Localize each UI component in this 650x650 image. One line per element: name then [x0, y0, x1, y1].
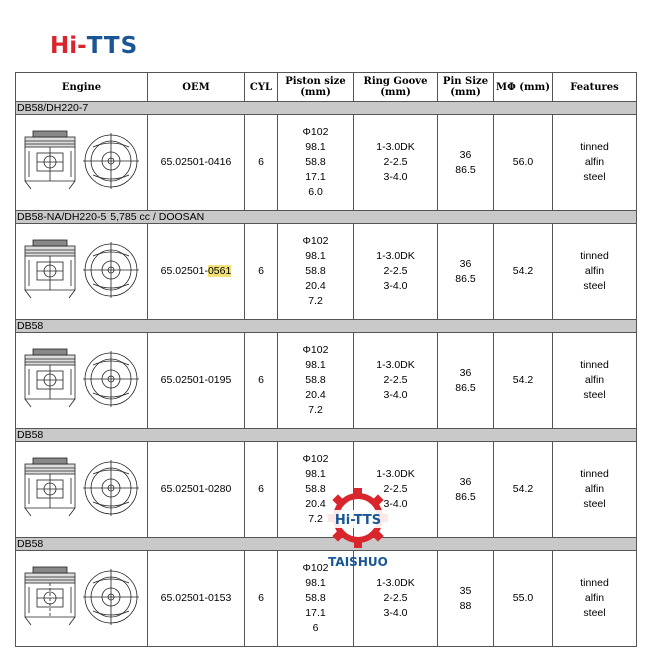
ring-value: 2-2.5: [383, 592, 408, 604]
features-value: steel: [583, 607, 606, 619]
piston-value: 20.4: [305, 280, 326, 292]
piston-value: 58.8: [305, 592, 326, 604]
taishuo-watermark: [318, 484, 398, 574]
oem-suffix: 0153: [207, 592, 232, 604]
ring-value: 3-4.0: [383, 280, 408, 292]
piston-drawing-icon: [19, 553, 145, 639]
engine-group-label: [16, 211, 637, 224]
col-piston-size: Piston size (mm): [278, 73, 354, 102]
piston-value: 7.2: [308, 404, 323, 416]
engine-image-cell: [16, 224, 148, 320]
features-value: tinned: [580, 577, 609, 589]
ring-value: 3-4.0: [383, 498, 408, 510]
engine-group-label: [16, 102, 637, 115]
ring-value: 2-2.5: [383, 483, 408, 495]
table-row: [16, 224, 637, 320]
pin-value: 36: [459, 475, 472, 488]
piston-drawing-icon: [19, 226, 145, 312]
table-row: [16, 115, 637, 211]
oem-suffix: 0280: [207, 483, 232, 495]
oem-prefix: 65.02501-: [160, 374, 208, 386]
piston-value: 98.1: [305, 468, 326, 480]
engine-image-cell: [16, 442, 148, 538]
oem-prefix: 65.02501-: [160, 483, 208, 495]
ring-value: 1-3.0DK: [376, 359, 415, 371]
col-oem: OEM: [148, 73, 245, 102]
ring-groove-cell: [354, 115, 438, 211]
piston-size-cell: [278, 333, 354, 429]
table-row: [16, 333, 637, 429]
watermark-logo-text: Hi-TTS: [334, 513, 382, 528]
pin-size-cell: [438, 115, 494, 211]
piston-value: 58.8: [305, 483, 326, 495]
engine-extra-info: [43, 429, 47, 441]
features-value: alfin: [584, 483, 605, 495]
m-cell: 56.0: [494, 115, 553, 211]
oem-suffix: 0416: [207, 156, 232, 168]
engine-group-label: [16, 429, 637, 442]
watermark-name: TAISHUO: [328, 555, 388, 569]
pin-value: 36: [459, 366, 472, 379]
piston-value: 17.1: [305, 607, 326, 619]
col-m: MΦ (mm): [494, 73, 553, 102]
ring-value: 1-3.0DK: [376, 468, 415, 480]
ring-groove-cell: [354, 224, 438, 320]
piston-drawing-icon: [19, 117, 145, 203]
engine-group-header: [16, 320, 637, 333]
pin-value: 36: [459, 257, 472, 270]
piston-value: 7.2: [308, 513, 323, 525]
piston-drawing-icon: [19, 335, 145, 421]
pin-value: 35: [459, 584, 472, 597]
oem-cell: [148, 224, 245, 320]
engine-model: DB58-NA/DH220-5: [17, 211, 107, 223]
col-ring-groove: Ring Goove (mm): [354, 73, 438, 102]
pin-size-cell: [438, 333, 494, 429]
engine-image-cell: [16, 551, 148, 647]
oem-suffix: 0195: [207, 374, 232, 386]
cyl-cell: 6: [245, 115, 278, 211]
features-value: alfin: [584, 265, 605, 277]
m-cell: 54.2: [494, 442, 553, 538]
engine-extra-info: [88, 102, 92, 114]
col-cyl: CYL: [245, 73, 278, 102]
col-pin-size: Pin Size (mm): [438, 73, 494, 102]
features-cell: [553, 115, 637, 211]
cyl-cell: 6: [245, 551, 278, 647]
features-value: tinned: [580, 359, 609, 371]
engine-image-cell: [16, 115, 148, 211]
ring-value: 2-2.5: [383, 265, 408, 277]
piston-value: 17.1: [305, 171, 326, 183]
ring-groove-cell: [354, 333, 438, 429]
ring-value: 2-2.5: [383, 156, 408, 168]
piston-size-cell: [278, 224, 354, 320]
piston-value: Φ102: [302, 126, 329, 138]
features-value: tinned: [580, 141, 609, 153]
piston-value: Φ102: [302, 235, 329, 247]
piston-value: 98.1: [305, 250, 326, 262]
features-value: alfin: [584, 592, 605, 604]
features-value: alfin: [584, 374, 605, 386]
oem-cell: [148, 551, 245, 647]
features-cell: [553, 224, 637, 320]
pin-size-cell: [438, 224, 494, 320]
piston-drawing-icon: [19, 444, 145, 530]
cyl-cell: 6: [245, 442, 278, 538]
piston-value: 98.1: [305, 577, 326, 589]
piston-value: Φ102: [302, 453, 329, 465]
piston-size-cell: [278, 115, 354, 211]
piston-value: 6: [312, 622, 319, 634]
engine-model: DB58: [17, 320, 44, 332]
features-value: steel: [583, 280, 606, 292]
piston-value: 20.4: [305, 389, 326, 401]
oem-prefix: 65.02501-: [160, 156, 208, 168]
oem-cell: [148, 442, 245, 538]
brand-logo: [50, 33, 138, 61]
engine-group-header: [16, 211, 637, 224]
table-header-row: [16, 73, 637, 102]
engine-group-label: [16, 320, 637, 333]
ring-value: 1-3.0DK: [376, 577, 415, 589]
features-value: steel: [583, 171, 606, 183]
brand-hi: Hi: [50, 33, 78, 59]
engine-model: DB58: [17, 538, 44, 550]
ring-value: 2-2.5: [383, 374, 408, 386]
ring-value: 3-4.0: [383, 607, 408, 619]
piston-value: 20.4: [305, 498, 326, 510]
pin-value: 86.5: [455, 163, 476, 176]
cyl-cell: 6: [245, 333, 278, 429]
oem-prefix: 65.02501-: [160, 592, 208, 604]
piston-value: Φ102: [302, 562, 329, 574]
piston-value: 58.8: [305, 265, 326, 277]
oem-cell: [148, 333, 245, 429]
engine-image-cell: [16, 333, 148, 429]
piston-value: 58.8: [305, 374, 326, 386]
features-value: tinned: [580, 468, 609, 480]
col-engine: Engine: [16, 73, 148, 102]
engine-extra-info: [43, 538, 47, 550]
pin-size-cell: [438, 442, 494, 538]
features-cell: [553, 551, 637, 647]
oem-suffix: 0561: [207, 265, 232, 277]
pin-size-cell: [438, 551, 494, 647]
brand-dash: -: [77, 33, 87, 59]
pin-value: 88: [459, 599, 472, 612]
engine-extra-info: 5,785 cc / DOOSAN: [110, 211, 205, 223]
m-cell: 55.0: [494, 551, 553, 647]
brand-tts: TTS: [86, 33, 139, 59]
ring-value: 3-4.0: [383, 171, 408, 183]
engine-model: DB58: [17, 429, 44, 441]
pin-value: 36: [459, 148, 472, 161]
col-features: Features: [553, 73, 637, 102]
pin-value: 86.5: [455, 490, 476, 503]
features-value: alfin: [584, 156, 605, 168]
pin-value: 86.5: [455, 381, 476, 394]
piston-value: 7.2: [308, 295, 323, 307]
cyl-cell: 6: [245, 224, 278, 320]
ring-value: 1-3.0DK: [376, 250, 415, 262]
features-cell: [553, 442, 637, 538]
oem-prefix: 65.02501-: [160, 265, 208, 277]
engine-group-header: [16, 429, 637, 442]
features-cell: [553, 333, 637, 429]
features-value: steel: [583, 498, 606, 510]
engine-model: DB58/DH220-7: [17, 102, 89, 114]
piston-value: 98.1: [305, 359, 326, 371]
features-value: tinned: [580, 250, 609, 262]
piston-value: 6.0: [308, 186, 323, 198]
engine-extra-info: [43, 320, 47, 332]
m-cell: 54.2: [494, 333, 553, 429]
piston-value: 98.1: [305, 141, 326, 153]
piston-value: Φ102: [302, 344, 329, 356]
oem-cell: [148, 115, 245, 211]
pin-value: 86.5: [455, 272, 476, 285]
ring-value: 1-3.0DK: [376, 141, 415, 153]
piston-value: 58.8: [305, 156, 326, 168]
engine-group-header: [16, 102, 637, 115]
m-cell: 54.2: [494, 224, 553, 320]
features-value: steel: [583, 389, 606, 401]
ring-value: 3-4.0: [383, 389, 408, 401]
